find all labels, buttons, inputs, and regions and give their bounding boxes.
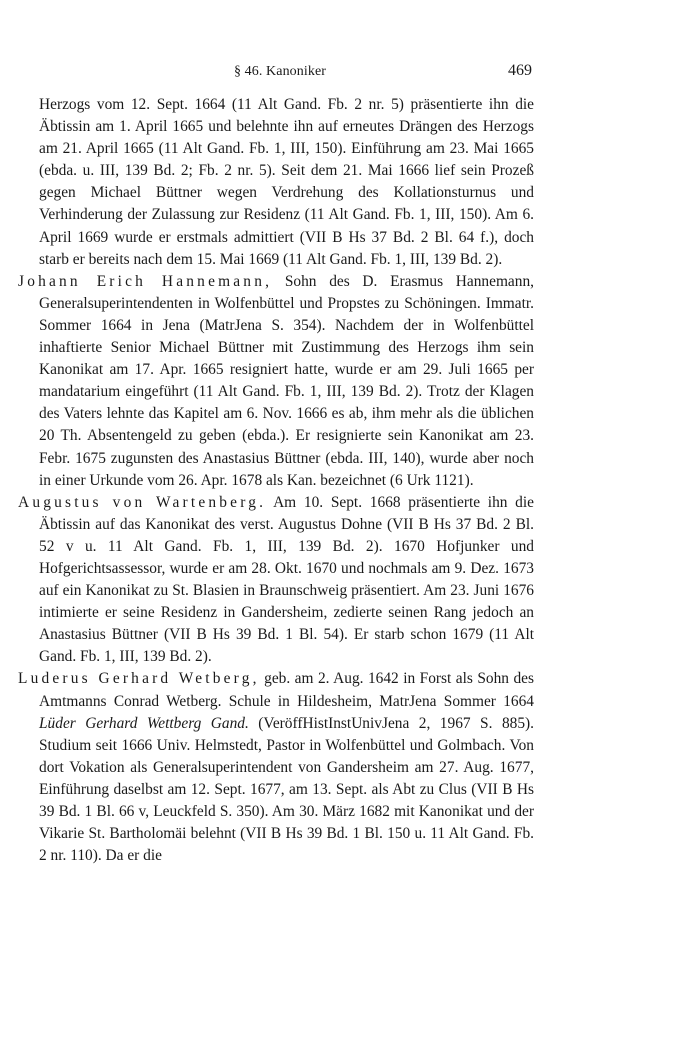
body-text (18, 94, 534, 867)
person-name: Augustus von Wartenberg. (18, 493, 267, 511)
person-name: Luderus Gerhard Wetberg, (18, 670, 260, 688)
person-name: Johann Erich Hannemann, (18, 272, 273, 290)
entry-wartenberg (18, 492, 534, 669)
continuation-paragraph (18, 94, 534, 271)
entry-hannemann (18, 271, 534, 492)
entry-text-before-italic: geb. am 2. Aug. 1642 in Forst als Sohn des Amtmanns Conrad Wetberg. Schule in Hildesheim, MatrJena Sommer 1664 (39, 670, 534, 710)
entry-text: Am 10. Sept. 1668 präsentierte ihn die Äbtissin auf das Kanonikat des verst. Augustus Dohne (VII B Hs 37 Bd. 2 Bl. 52 v u. 11 Alt Gand. Fb. 1, III, 139 Bd. 2). 1670 Hofjunker und Hofgerichtsassessor, wurde er am 28. Okt. 1670 und nochmals am 9. Dez. 1673 auf ein Kanonikat zu St. Blasien in Braunschweig präsentiert. Am 23. Juni 1676 intimierte er seine Residenz in Gandersheim, zedierte seinen Rang jedoch an Anastasius Büttner (VII B Hs 39 Bd. 1 Bl. 54). Er starb schon 1679 (11 Alt Gand. Fb. 1, III, 139 Bd. 2). (39, 493, 534, 666)
entry-text: Sohn des D. Erasmus Hannemann, Generalsuperintendenten in Wolfenbüttel und Propstes zu Schöningen. Immatr. Sommer 1664 in Jena (MatrJena S. 354). Nachdem der in Wolfenbüttel inhaftierte Senior Michael Büttner mit Zustimmung des Herzogs ihm sein Kanonikat am 17. Apr. 1665 resigniert hatte, wurde er am 29. Juli 1665 per mandatarium eingeführt (11 Alt Gand. Fb. 1, III, 139 Bd. 2). Trotz der Klagen des Vaters lehnte das Kapitel am 6. Nov. 1666 es ab, ihm mehr als die üblichen 20 Th. Absentengeld zu geben (ebda.). Er resignierte sein Kanonikat am 23. Febr. 1675 zugunsten des Anastasius Büttner (ebda. III, 140), wurde aber noch in einer Urkunde vom 26. Apr. 1678 als Kan. bezeichnet (6 Urk 1121). (39, 272, 535, 489)
entry-text: (VeröffHistInstUnivJena 2, 1967 S. 885). Studium seit 1666 Univ. Helmstedt, Pastor in Wolfenbüttel und Golmbach. Von dort Vokation als Generalsuperintendent von Gandersheim am 27. Aug. 1677, Einführung daselbst am 12. Sept. 1677, am 13. Sept. als Abt zu Clus (VII B Hs 39 Bd. 1 Bl. 66 v, Leuckfeld S. 350). Am 30. März 1682 mit Kanonikat und der Vikarie St. Bartholomäi belehnt (VII B Hs 39 Bd. 1 Bl. 150 u. 11 Alt Gand. Fb. 2 nr. 110). Da er die (39, 714, 534, 865)
entry-wetberg (18, 668, 534, 867)
page-number: 469 (508, 62, 532, 79)
italic-citation: Lüder Gerhard Wettberg Gand. (39, 714, 249, 732)
section-title: § 46. Kanoniker (233, 64, 327, 79)
paragraph-text: Herzogs vom 12. Sept. 1664 (11 Alt Gand. Fb. 2 nr. 5) präsentierte ihn die Äbtissin am 1. April 1665 und belehnte ihn auf erneutes Drängen des Herzogs am 21. April 1665 (11 Alt Gand. Fb. 1, III, 150). Einführung am 23. Mai 1665 (ebda. u. III, 139 Bd. 2; Fb. 2 nr. 5). Seit dem 21. Mai 1666 lief sein Prozeß gegen Michael Büttner wegen Verdrehung des Kollationsturnus und Verhinderung der Zulassung zur Residenz (11 Alt Gand. Fb. 1, III, 150). Am 6. April 1669 wurde er erstmals admittiert (VII B Hs 37 Bd. 2 Bl. 64 f.), doch starb er bereits nach dem 15. Mai 1669 (11 Alt Gand. Fb. 1, III, 139 Bd. 2). (39, 96, 534, 268)
running-head (0, 64, 700, 88)
